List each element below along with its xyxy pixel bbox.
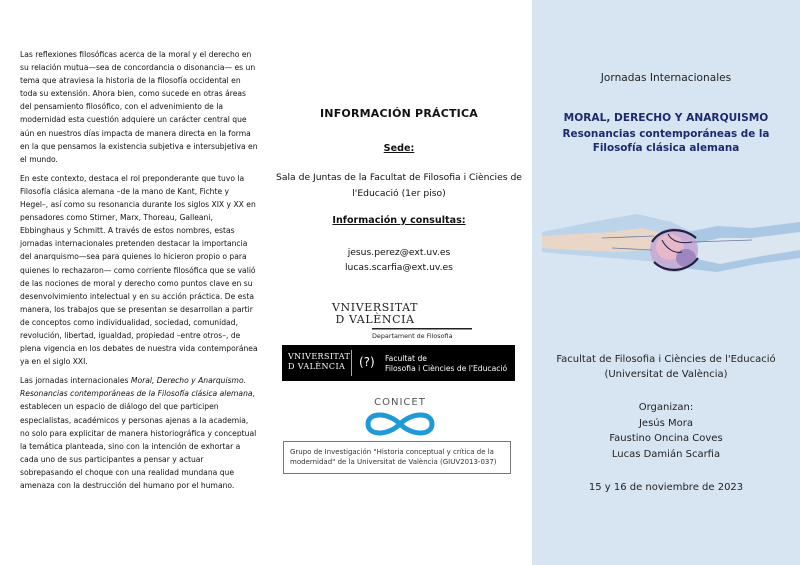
left-panel: [0, 0, 266, 565]
middle-panel: [266, 0, 532, 565]
event-subtitle: Resonancias contemporáneas de la Filosofía clásica alemana: [562, 128, 770, 154]
uv2-logo-name: [288, 352, 350, 372]
organizer-1: Jesús Mora: [638, 418, 694, 429]
event-date: 15 y 16 de noviembre de 2023: [588, 482, 744, 493]
organizan-label: Organizan:: [638, 402, 694, 413]
logo-separator: [351, 350, 352, 376]
jornadas-label: Jornadas Internacionales: [600, 72, 732, 84]
jornadas-paragraph-prefix: Las jornadas internacionales: [20, 376, 131, 386]
uv-department-logo: [332, 302, 472, 346]
organizer-2: Faustino Oncina Coves: [609, 433, 723, 444]
faculty-name: [385, 354, 507, 374]
event-title: MORAL, DERECHO Y ANARQUISMO: [563, 112, 769, 124]
jornadas-paragraph: [20, 374, 258, 492]
uv-logo-name: [332, 302, 418, 326]
clasped-hands-illustration: [542, 192, 800, 290]
sede-text: Sala de Juntas de la Facultat de Filosofia i Ciències de l'Educació (1er piso): [276, 172, 522, 199]
info-heading: INFORMACIÓN PRÁCTICA: [320, 107, 478, 120]
context-paragraph: En este contexto, destaca el rol preponderante que tuvo la Filosofía clásica alemana –de la mano de Kant, Fichte y Hegel–, así como su resonancia durante los siglos XIX y XX en pensadores como Stirner, Marx, Thoreau, Galleani, Ebbinghaus y Schmitt. A través de estos nombres, estas jornadas internacionales pretenden destacar la importancia del anarquismo—sea para quienes lo hicieron propio o para quienes lo rechazaron— como corriente filosófica que se valió de las nociones de moral y derecho como puntos clave en su desenvolvimiento intelectual y en su acción práctica. De esta manera, los trabajos que se presentan se desarrollan a partir de conceptos como individualidad, sociedad, comunidad, revolución, libertad, igualdad, propiedad –entre otros–, de plena vigencia en los debates de nuestra vida contemporánea ya en el siglo XXI.: [20, 173, 258, 367]
intro-paragraph: Las reflexiones filosóficas acerca de la moral y el derecho en su relación mutua—sea de concordancia o disonancia— es un tema que atraviesa la historia de la filosofía occidental en toda su extensión. Ahora bien, como sucede en otras áreas del pensamiento filosófico, con el advenimiento de la modernidad esta cuestión adquiere un carácter central que aún en nuestros días impacta de manera directa en la forma en la que pensamos la existencia subjetiva e intersubjetiva en el mundo.: [20, 50, 258, 164]
conicet-infinity-icon: [362, 410, 438, 438]
faculty-info: Facultat de Filosofia i Ciències de l'Educació (Universitat de València): [556, 354, 776, 380]
uv2-logo-line1: VNIVERSITAT: [288, 352, 351, 361]
uv-faculty-logo: [282, 345, 515, 381]
faculty-name-line2: Filosofia i Ciències de l'Educació: [385, 364, 508, 373]
jornadas-paragraph-title: Moral, Derecho y Anarquismo. Resonancias contemporáneas de la Filosofía clásica alemana: [20, 376, 253, 399]
faculty-name-line1: Facultat de: [385, 354, 427, 363]
conicet-name: CONICET: [374, 397, 426, 408]
faculty-mark-icon: (?): [359, 355, 375, 369]
jornadas-paragraph-suffix: , establecen un espacio de diálogo del que participen especialistas, académicos y personas ajenas a la academia, no solo para explicitar de manera historiográfica y conceptual la temática planteada, sino con la intención de exhortar a cada uno de sus participantes a pensar y actuar sobrepasando el choque con una realidad mundana que amenaza con la destrucción del humano por el humano.: [20, 389, 257, 490]
uv-logo-line1: VNIVERSITAT: [332, 301, 419, 314]
email-lucas[interactable]: lucas.scarfia@ext.uv.es: [345, 262, 453, 273]
consultas-label: Información y consultas:: [332, 215, 466, 226]
dept-name: Departament de Filosofia: [372, 332, 453, 340]
right-panel: [532, 0, 800, 565]
email-jesus[interactable]: jesus.perez@ext.uv.es: [347, 247, 451, 258]
dept-underline-icon: [372, 328, 472, 331]
conicet-logo: [362, 397, 438, 437]
research-group-box: Grupo de Investigación "Historia conceptual y crítica de la modernidad" de la Universitat de València (GIUV2013-037): [283, 441, 511, 474]
uv-logo-line2: D VALÈNCIA: [335, 313, 415, 326]
uv2-logo-line2: D VALÈNCIA: [288, 362, 346, 371]
organizer-3: Lucas Damián Scarfia: [611, 449, 721, 460]
sede-label: Sede:: [383, 143, 415, 154]
